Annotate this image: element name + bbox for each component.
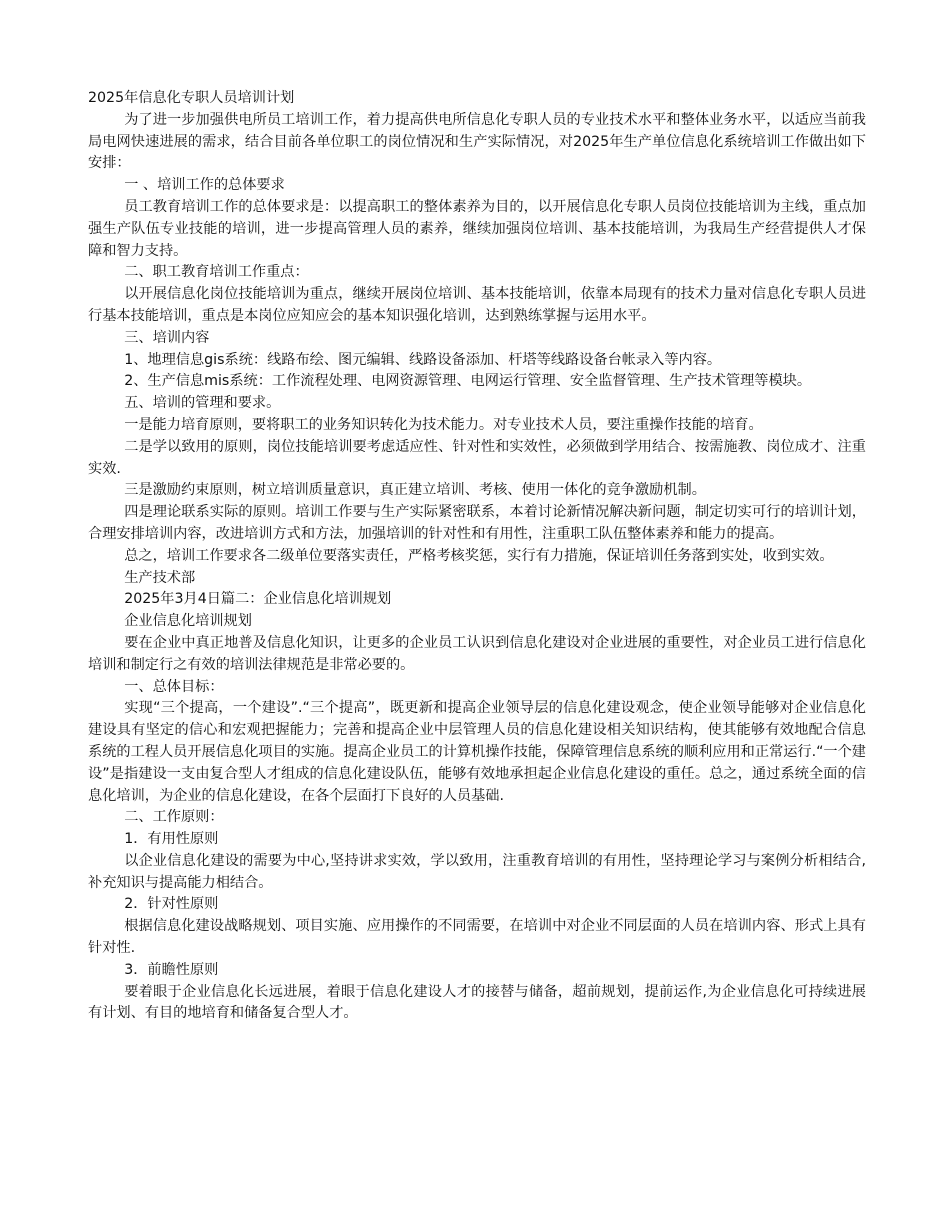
paragraph-plan-intro: 要在企业中真正地普及信息化知识，让更多的企业员工认识到信息化建设对企业进展的重要性，对企业员工进行信息化培训和制定行之有效的培训法律规范是非常必要的。: [88, 634, 866, 673]
section-heading-3: 三、培训内容: [124, 329, 210, 346]
document-page: [88, 88, 866, 1025]
paragraph-goals: 实现“三个提高，一个建设”.“三个提高”，既更新和提高企业领导层的信息化建设观念，使企业领导能够对企业信息化建设具有坚定的信心和宏观把握能力；完善和提高企业中层管理人员的信息化建设相关知识结构，使其能够有效地配合信息系统的工程人员开展信息化项目的实施。提高企业员工的计算机操作技能，保障管理信息系统的顺利应用和正常运行.“一个建设”是指建设一支由复合型人才组成的信息化建设队伍，能够有效地承担起企业信息化建设的重任。总之，通过系统全面的信息化培训，为企业的信息化建设，在各个层面打下良好的人员基础.: [88, 700, 866, 804]
section-heading-5: 五、培训的管理和要求。: [124, 395, 281, 412]
subtitle-plan: 企业信息化培训规划: [124, 613, 252, 630]
principle-heading-forward: 3．前瞻性原则: [124, 961, 219, 978]
paragraph-intro: 为了进一步加强供电所员工培训工作，着力提高供电所信息化专职人员的专业技术水平和整体业务水平，以适应当前我局电网快速进展的需求，结合目前各单位职工的岗位情况和生产实际情况，对2025年生产单位信息化系统培训工作做出如下安排：: [88, 111, 866, 172]
principle-4: 四是理论联系实际的原则。培训工作要与生产实际紧密联系，本着讨论新情况解决新问题，制定切实可行的培训计划，合理安排培训内容，改进培训方式和方法，加强培训的针对性和有用性，注重职工队伍整体素养和能力的提高。: [88, 504, 866, 542]
paragraph-usefulness: 以企业信息化建设的需要为中心,坚持讲求实效，学以致用，注重教育培训的有用性，坚持理论学习与案例分析相结合,补充知识与提高能力相结合。: [88, 852, 866, 891]
principle-heading-usefulness: 1．有用性原则: [124, 831, 219, 848]
date-line: 2025年3月4日篇二：企业信息化培训规划: [124, 591, 392, 608]
principle-heading-targeted: 2．针对性原则: [124, 896, 219, 913]
paragraph-targeted: 根据信息化建设战略规划、项目实施、应用操作的不同需要，在培训中对企业不同层面的人员在培训内容、形式上具有针对性.: [88, 918, 866, 957]
signature-department: 生产技术部: [124, 569, 196, 586]
section-heading-goals: 一、总体目标：: [124, 678, 224, 695]
paragraph-focus: 以开展信息化岗位技能培训为重点，继续开展岗位培训、基本技能培训，依靠本局现有的技术力量对信息化专职人员进行基本技能培训，重点是本岗位应知应会的基本知识强化培训，达到熟练掌握与运用水平。: [88, 286, 866, 324]
paragraph-summary: 总之，培训工作要求各二级单位要落实责任，严格考核奖惩，实行有力措施，保证培训任务落到实处，收到实效。: [124, 547, 834, 564]
principle-3: 三是激励约束原则，树立培训质量意识，真正建立培训、考核、使用一体化的竞争激励机制。: [124, 482, 706, 499]
principle-2: 二是学以致用的原则，岗位技能培训要考虑适应性、针对性和实效性，必须做到学用结合、按需施教、岗位成才、注重实效.: [88, 438, 866, 477]
list-item-mis: 2、生产信息mis系统：工作流程处理、电网资源管理、电网运行管理、安全监督管理、生产技术管理等模块。: [124, 373, 812, 390]
document-title: 2025年信息化专职人员培训计划: [88, 90, 295, 106]
principle-1: 一是能力培育原则，要将职工的业务知识转化为技术能力。对专业技术人员，要注重操作技能的培育。: [124, 416, 763, 433]
paragraph-forward: 要着眼于企业信息化长远进展，着眼于信息化建设人才的接替与储备，超前规划，提前运作,为企业信息化可持续进展有计划、有目的地培育和储备复合型人才。: [88, 983, 866, 1022]
list-item-gis: 1、地理信息gis系统：线路布绘、图元编辑、线路设备添加、杆塔等线路设备台帐录入等内容。: [124, 351, 722, 368]
section-heading-2: 二、职工教育培训工作重点：: [124, 264, 309, 281]
section-heading-principles: 二、工作原则：: [124, 809, 224, 826]
paragraph-requirements: 员工教育培训工作的总体要求是：以提高职工的整体素养为目的，以开展信息化专职人员岗位技能培训为主线，重点加强生产队伍专业技能的培训，进一步提高管理人员的素养，继续加强岗位培训、基本技能培训，为我局生产经营提供人才保障和智力支持。: [88, 198, 866, 259]
section-heading-1: 一 、培训工作的总体要求: [124, 177, 285, 194]
